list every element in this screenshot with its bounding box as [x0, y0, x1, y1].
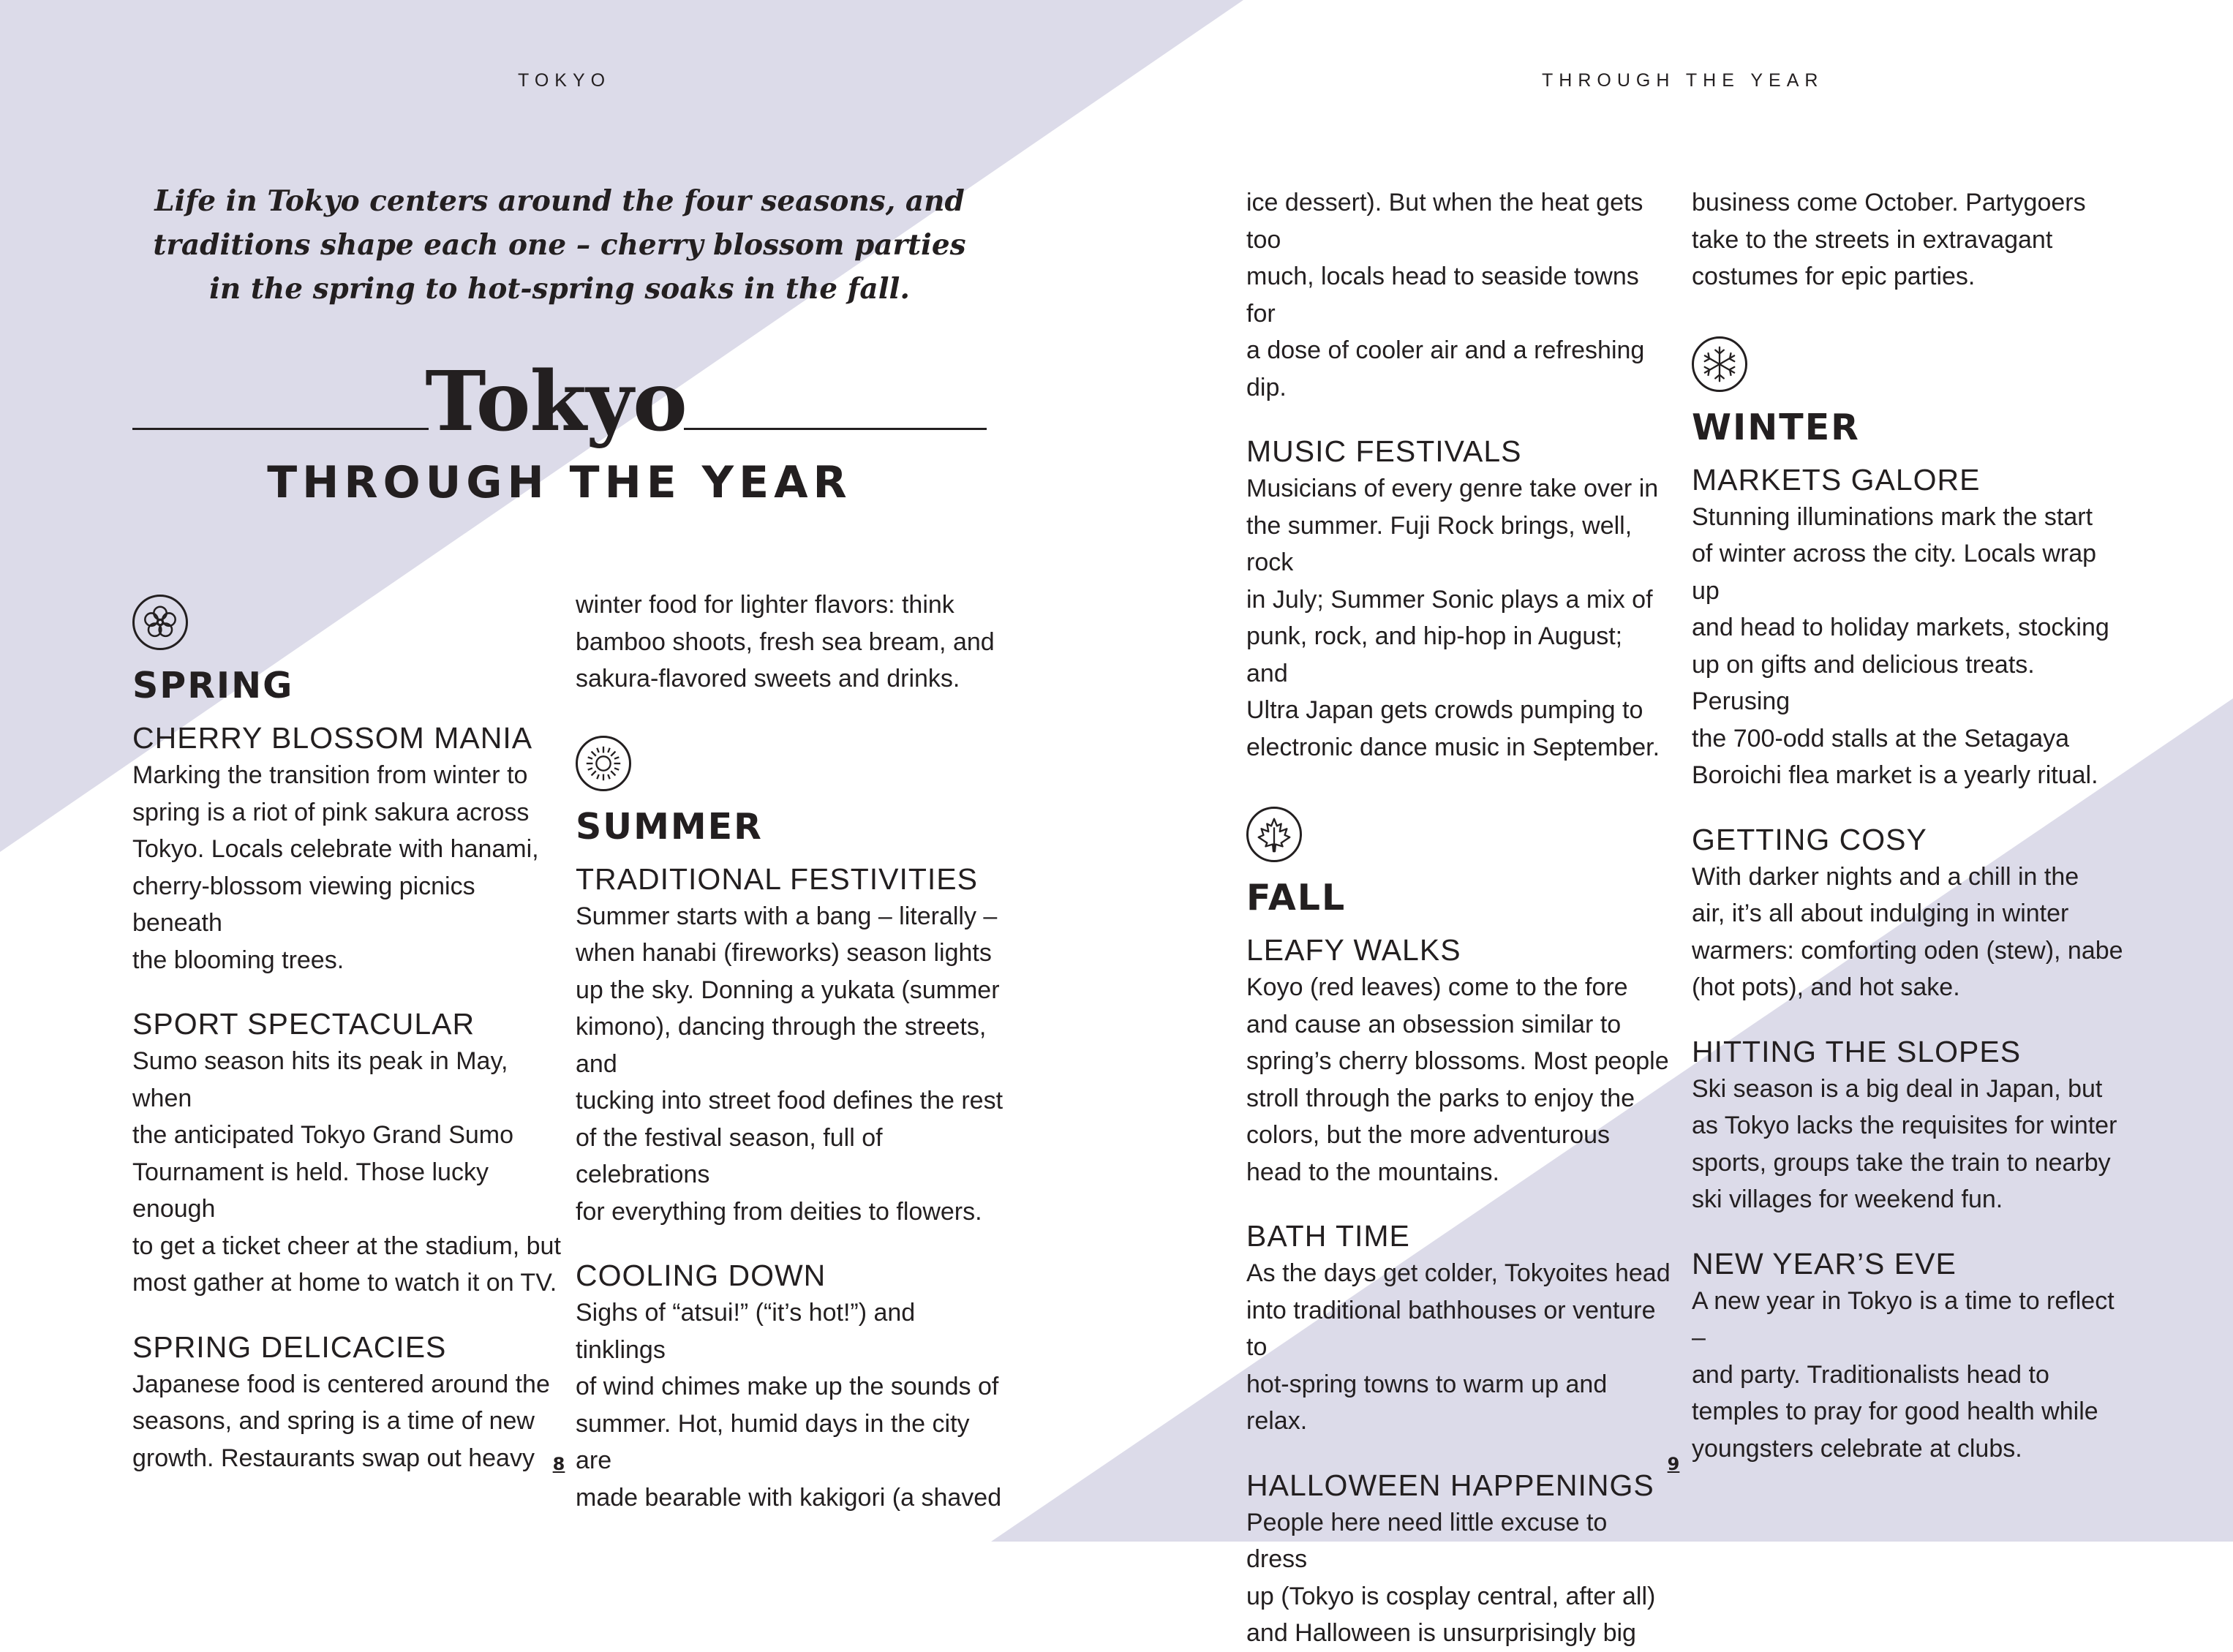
winter-heading-2: GETTING COSY — [1692, 822, 1927, 856]
running-head-right: THROUGH THE YEAR — [1542, 70, 1824, 91]
maple-leaf-icon-graphic — [1253, 813, 1295, 856]
winter-body-1: Stunning illuminations mark the start of winter across the city. Locals wrap up and head to holiday markets, stocking up on gifts and delicious treats. Perusing the 700-odd stalls at the Setagaya Boroichi flea market is a yearly ritual. — [1692, 502, 2109, 789]
column-fall — [1246, 184, 1671, 1652]
intro-text: Life in Tokyo centers around the four seasons, and traditions shape each one – cherry blossom parties in the spring to hot-spring soaks in the fall. — [153, 184, 966, 306]
music-festivals-heading: MUSIC FESTIVALS — [1246, 434, 1522, 468]
sun-icon — [576, 736, 631, 791]
winter-body-4: A new year in Tokyo is a time to reflect – and party. Traditionalists head to temples to pray for good health while youngsters celebrate at clubs. — [1692, 1286, 2115, 1463]
summer-heading-1: TRADITIONAL FESTIVITIES — [576, 861, 978, 896]
title-rule-left — [132, 428, 429, 430]
running-head-left: TOKYO — [518, 70, 611, 91]
snowflake-icon — [1692, 336, 1747, 392]
flower-icon-graphic — [139, 601, 181, 644]
winter-body-3: Ski season is a big deal in Japan, but as Tokyo lacks the requisites for winter sports, groups take the train to nearby ski villages for weekend fun. — [1692, 1074, 2117, 1213]
spring-body-1: Marking the transition from winter to spring is a riot of pink sakura across Tokyo. Locals celebrate with hanami, cherry-blossom viewing picnics beneath the blooming trees. — [132, 761, 539, 974]
winter-heading-4: NEW YEAR’S EVE — [1692, 1246, 1957, 1281]
column-summer — [576, 587, 1007, 1516]
winter-title: WINTER — [1692, 406, 1860, 448]
page-number-left: 8 — [552, 1454, 565, 1474]
summer-body-1: Summer starts with a bang – literally – when hanabi (fireworks) season lights up the sky. Donning a yukata (summer kimono), dancing through the streets, and tucking into street food defines the rest of the festival season, full of celebrations for everything from deities to flowers. — [576, 902, 1003, 1226]
spring-heading-1: CHERRY BLOSSOM MANIA — [132, 721, 533, 755]
page-subtitle: THROUGH THE YEAR — [267, 457, 852, 508]
winter-heading-1: MARKETS GALORE — [1692, 462, 1981, 497]
page-title: Tokyo — [425, 354, 687, 450]
snowflake-icon-graphic — [1698, 343, 1741, 385]
summer-heading-2: COOLING DOWN — [576, 1259, 826, 1292]
summer-body-2: Sighs of “atsui!” (“it’s hot!”) and tinklings of wind chimes make up the sounds of summer. Hot, humid days in the city are made bearable with kakigori (a shaved — [576, 1299, 1002, 1512]
fall-heading-1: LEAFY WALKS — [1246, 933, 1461, 967]
summer-body-2-continued: ice dessert). But when the heat gets too much, locals head to seaside towns for a dose of cooler air and a refreshing dip. — [1246, 189, 1645, 401]
fall-body-3-continued: business come October. Partygoers take to the streets in extravagant costumes for epic parties. — [1692, 189, 2086, 290]
fall-heading-2: BATH TIME — [1246, 1219, 1410, 1253]
fall-body-1: Koyo (red leaves) come to the fore and cause an obsession similar to spring’s cherry blossoms. Most people stroll through the parks to enjoy the colors, but the more adventurous head to the mountains. — [1246, 973, 1669, 1186]
page-number-right: 9 — [1667, 1454, 1680, 1474]
spring-body-2: Sumo season hits its peak in May, when the anticipated Tokyo Grand Sumo Tournament is held. Those lucky enough to get a ticket cheer at the stadium, but most gather at home to watch it on TV. — [132, 1047, 561, 1297]
title-rule-right — [684, 428, 987, 430]
column-spring — [132, 595, 564, 1476]
winter-body-2: With darker nights and a chill in the air, it’s all about indulging in winter warmers: comforting oden (stew), nabe (hot pots), and hot sake. — [1692, 862, 2123, 1001]
maple-leaf-icon — [1246, 807, 1302, 862]
fall-body-2: As the days get colder, Tokyoites head into traditional bathhouses or venture to hot-spring towns to warm up and relax. — [1246, 1259, 1671, 1435]
spring-body-3-continued: winter food for lighter flavors: think bamboo shoots, fresh sea bream, and sakura-flavored sweets and drinks. — [576, 591, 995, 693]
winter-heading-3: HITTING THE SLOPES — [1692, 1034, 2022, 1068]
fall-body-3: People here need little excuse to dress up (Tokyo is cosplay central, after all) and Halloween is unsurprisingly big — [1246, 1508, 1656, 1647]
fall-title: FALL — [1246, 877, 1347, 919]
spring-title: SPRING — [132, 665, 294, 706]
fall-heading-3: HALLOWEEN HAPPENINGS — [1246, 1468, 1654, 1502]
summer-title: SUMMER — [576, 805, 763, 848]
sun-icon-graphic — [582, 742, 625, 785]
column-winter — [1692, 184, 2123, 1467]
spring-heading-3: SPRING DELICACIES — [132, 1329, 447, 1364]
spring-heading-2: SPORT SPECTACULAR — [132, 1007, 475, 1041]
flower-icon — [132, 595, 188, 650]
spring-body-3: Japanese food is centered around the seasons, and spring is a time of new growth. Restaurants swap out heavy — [132, 1370, 550, 1472]
music-festivals-body: Musicians of every genre take over in the summer. Fuji Rock brings, well, rock in July; Summer Sonic plays a mix of punk, rock, and hip-hop in August; and Ultra Japan gets crowds pumping to electronic dance music in September. — [1246, 475, 1660, 761]
